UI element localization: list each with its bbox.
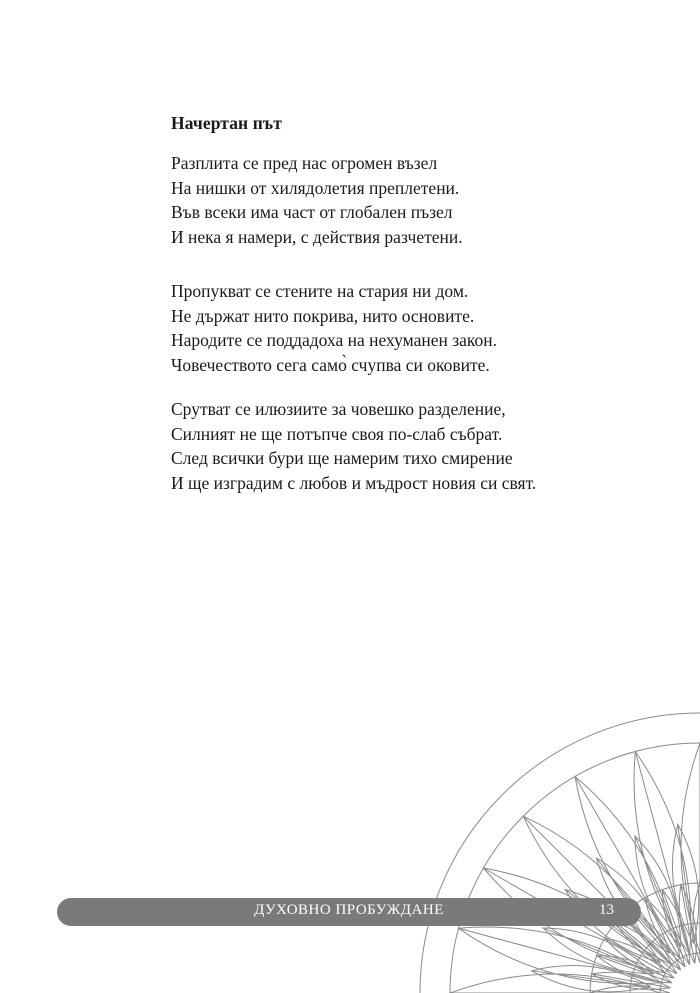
stanza-1 <box>171 151 463 249</box>
verse-line: И нека я намери, с действия разчетени. <box>171 226 463 247</box>
verse-line: Не държат нито покрива, нито основите. <box>171 305 475 326</box>
page-number: 13 <box>599 902 614 918</box>
verse-line: Разплита се пред нас огромен възел <box>171 153 438 173</box>
verse-line: На нишки от хилядолетия преплетени. <box>171 177 460 198</box>
verse-line: И ще изградим с любов и мъдрост новия си свят. <box>171 472 537 493</box>
verse-line: Народите се поддадоха на нехуманен закон. <box>171 330 498 350</box>
mandala-ornament-icon <box>400 660 700 993</box>
verse-line: След всички бури ще намерим тихо смирение <box>171 448 513 468</box>
footer-section-title: ДУХОВНО ПРОБУЖДАНЕ <box>254 902 444 918</box>
verse-line: Пропукват се стените на стария ни дом. <box>171 281 469 301</box>
footer-bar <box>57 898 641 926</box>
verse-line: Срутват се илюзиите за човешко разделение, <box>171 399 506 419</box>
stanza-2 <box>171 279 497 377</box>
verse-line: Човечеството сега само̀ счупва си оковите. <box>171 354 490 375</box>
stanza-3 <box>171 397 536 495</box>
poem-title: Начертан път <box>171 113 282 133</box>
verse-line: Силният не ще потъпче своя по-слаб събрат. <box>171 423 503 444</box>
verse-line: Във всеки има част от глобален пъзел <box>171 202 453 222</box>
